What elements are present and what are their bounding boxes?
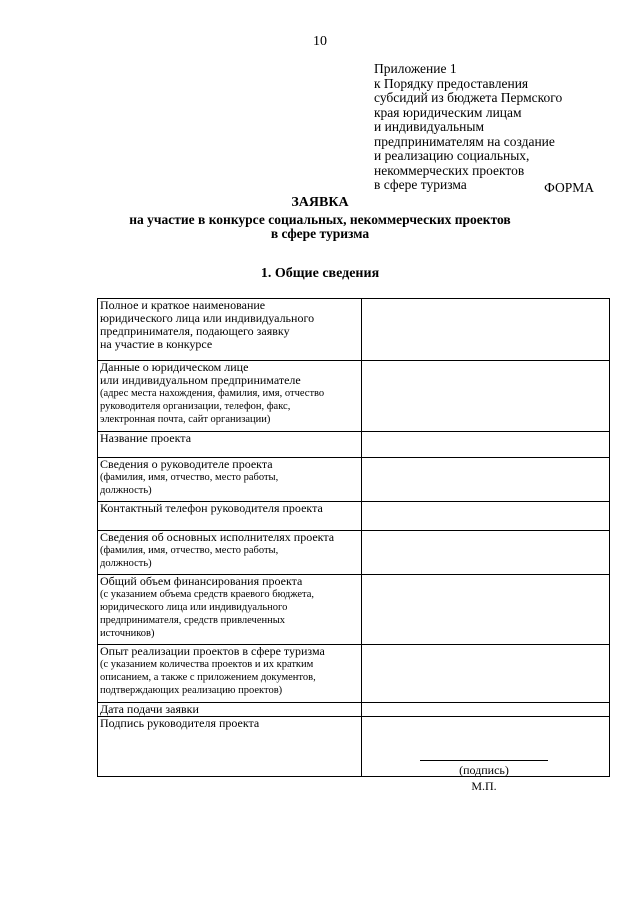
row-question bbox=[98, 531, 362, 575]
question-line: Дата подачи заявки bbox=[100, 702, 199, 716]
question-line: Данные о юридическом лице bbox=[100, 360, 249, 374]
question-line: юридического лица или индивидуального bbox=[100, 311, 315, 325]
question-note-line: руководителя организации, телефон, факс, bbox=[100, 401, 291, 412]
question-line: Общий объем финансирования проекта bbox=[100, 574, 303, 588]
question-line: на участие в конкурсе bbox=[100, 337, 213, 351]
answer-cell[interactable] bbox=[362, 575, 610, 645]
question-note-line: источников) bbox=[100, 628, 155, 639]
table-row bbox=[98, 299, 610, 361]
appendix-line: к Порядку предоставления bbox=[374, 75, 529, 91]
answer-cell[interactable] bbox=[362, 703, 610, 717]
appendix-line: некоммерческих проектов bbox=[374, 162, 525, 178]
appendix-line: в сфере туризма bbox=[374, 177, 467, 192]
signature-label: (подпись) bbox=[459, 763, 509, 777]
answer-cell[interactable] bbox=[362, 717, 610, 793]
question-line: предпринимателя, подающего заявку bbox=[100, 324, 290, 338]
table-row bbox=[98, 361, 610, 432]
question-line: Полное и краткое наименование bbox=[100, 298, 266, 312]
appendix-line: края юридическим лицам bbox=[374, 104, 522, 120]
question-note-line: должность) bbox=[100, 558, 152, 569]
appendix-line: субсидий из бюджета Пермского bbox=[374, 90, 563, 105]
row-question bbox=[98, 717, 362, 777]
row-question bbox=[98, 645, 362, 703]
answer-cell[interactable] bbox=[362, 502, 610, 531]
page-number: 10 bbox=[313, 34, 327, 49]
document-title: ЗАЯВКА bbox=[291, 195, 349, 210]
question-line: Подпись руководителя проекта bbox=[100, 716, 260, 730]
table-row bbox=[98, 458, 610, 502]
question-note-line: предпринимателя, средств привлеченных bbox=[100, 615, 286, 626]
table-row bbox=[98, 531, 610, 575]
question-note-line: (фамилия, имя, отчество, место работы, bbox=[100, 472, 279, 483]
appendix-line: предпринимателям на создание bbox=[374, 133, 555, 149]
question-note-line: электронная почта, сайт организации) bbox=[100, 414, 271, 425]
table-row bbox=[98, 432, 610, 458]
appendix-line: и индивидуальным bbox=[374, 119, 485, 134]
question-note-line: (с указанием количества проектов и их кратким bbox=[100, 659, 314, 670]
row-question bbox=[98, 502, 362, 531]
table-row bbox=[98, 703, 610, 717]
answer-cell[interactable] bbox=[362, 458, 610, 502]
row-question bbox=[98, 575, 362, 645]
general-info-table bbox=[97, 298, 610, 793]
question-note-line: (с указанием объема средств краевого бюджета, bbox=[100, 589, 314, 600]
question-line: или индивидуальном предпринимателе bbox=[100, 373, 301, 387]
row-question bbox=[98, 458, 362, 502]
section-heading: 1. Общие сведения bbox=[260, 266, 380, 281]
document-subtitle bbox=[0, 213, 640, 241]
row-question bbox=[98, 361, 362, 432]
question-line: Опыт реализации проектов в сфере туризма bbox=[100, 644, 325, 658]
answer-cell[interactable] bbox=[362, 531, 610, 575]
table-row bbox=[98, 502, 610, 531]
subtitle-line: на участие в конкурсе социальных, некоммерческих проектов bbox=[129, 212, 511, 227]
appendix-block bbox=[374, 62, 614, 193]
row-question bbox=[98, 703, 362, 717]
table-row bbox=[98, 717, 610, 777]
answer-cell[interactable] bbox=[362, 299, 610, 361]
answer-cell[interactable] bbox=[362, 432, 610, 458]
question-note-line: юридического лица или индивидуального bbox=[100, 602, 288, 613]
table-row bbox=[98, 575, 610, 645]
question-line: Контактный телефон руководителя проекта bbox=[100, 501, 323, 515]
row-question bbox=[98, 432, 362, 458]
signature-line bbox=[420, 760, 548, 761]
question-note-line: (фамилия, имя, отчество, место работы, bbox=[100, 545, 279, 556]
answer-cell[interactable] bbox=[362, 361, 610, 432]
row-question bbox=[98, 299, 362, 361]
question-line: Сведения об основных исполнителях проекта bbox=[100, 530, 335, 544]
table-row bbox=[98, 645, 610, 703]
question-note-line: описанием, а также с приложением документов, bbox=[100, 672, 316, 683]
subtitle-line: в сфере туризма bbox=[270, 226, 370, 241]
question-note-line: должность) bbox=[100, 485, 152, 496]
question-note-line: (адрес места нахождения, фамилия, имя, отчество bbox=[100, 388, 325, 399]
forma-label: ФОРМА bbox=[544, 180, 594, 195]
appendix-line: Приложение 1 bbox=[374, 61, 457, 76]
answer-cell[interactable] bbox=[362, 645, 610, 703]
question-line: Сведения о руководителе проекта bbox=[100, 457, 273, 471]
stamp-label: М.П. bbox=[471, 779, 497, 793]
appendix-line: и реализацию социальных, bbox=[374, 148, 530, 163]
question-line: Название проекта bbox=[100, 431, 192, 445]
question-note-line: подтверждающих реализацию проектов) bbox=[100, 685, 283, 696]
